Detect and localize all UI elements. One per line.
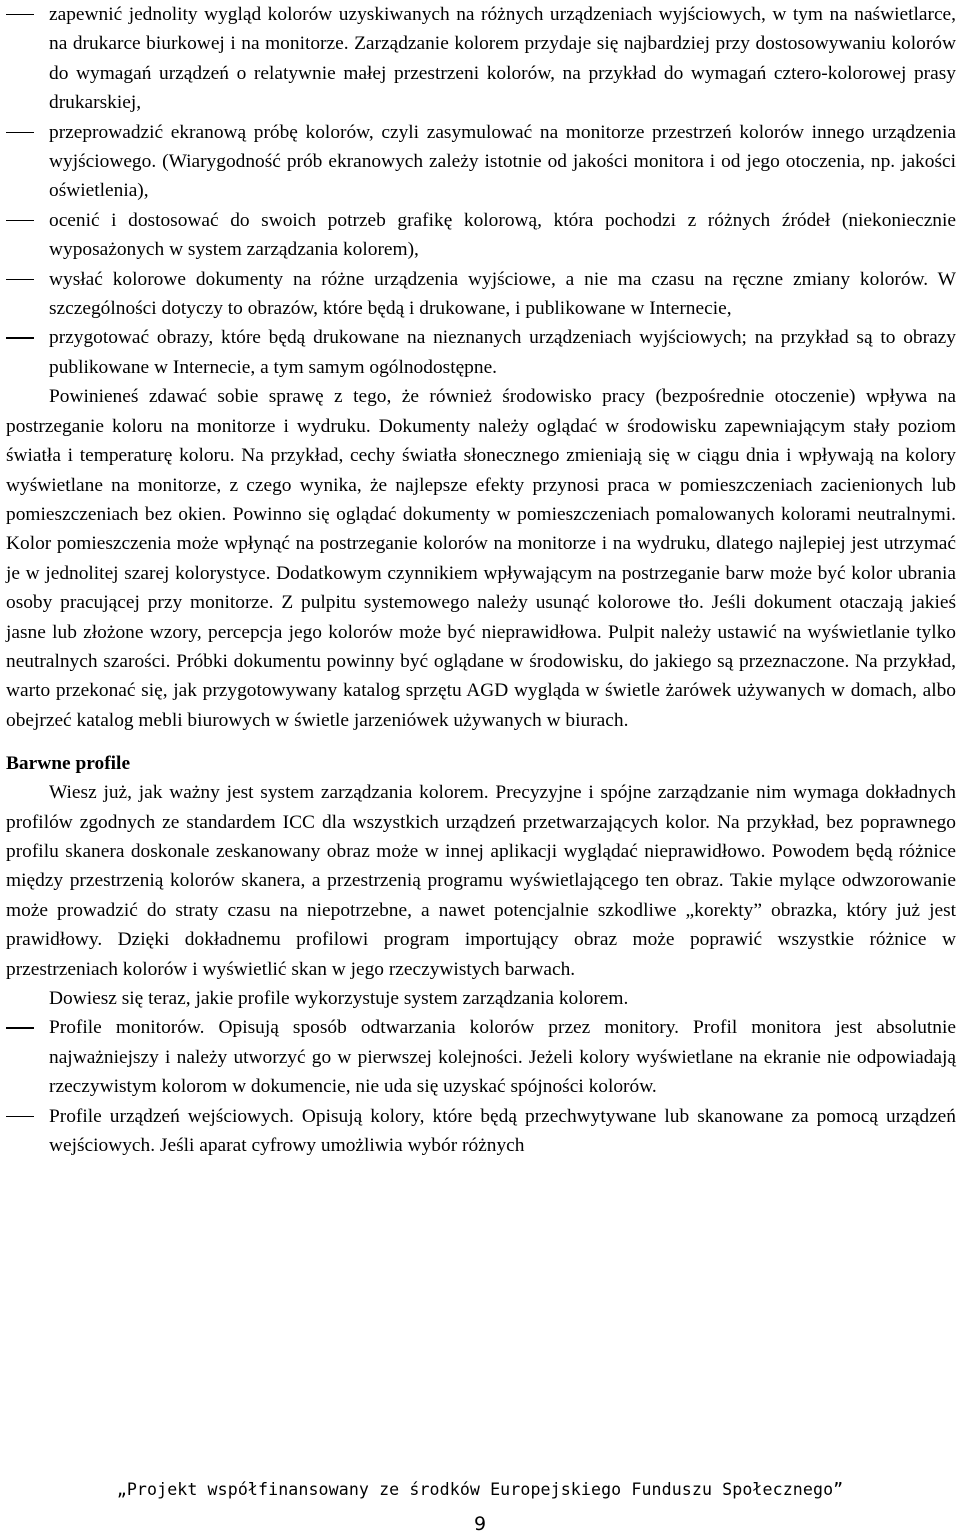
dash-bullet-icon [6, 14, 34, 15]
list-item [6, 323, 956, 382]
dash-bullet-icon [6, 132, 34, 133]
dash-bullet-icon [6, 220, 34, 221]
list-item [6, 1013, 956, 1101]
document-page [6, 0, 956, 1160]
list-item [6, 118, 956, 206]
list-item [6, 0, 956, 118]
dash-bullet-icon [6, 279, 34, 280]
list-item-text: Profile monitorów. Opisują sposób odtwarzania kolorów przez monitory. Profil monitora jest absolutnie najważniejszy i należy utworzyć go w pierwszej kolejności. Jeżeli kolory wyświetlane na ekranie nie odpowiadają rzeczywistym kolorom w dokumencie, nie uda się uzyskać spójności kolorów. [49, 1017, 956, 1098]
paragraph-work-environment: Powinieneś zdawać sobie sprawę z tego, że również środowisko pracy (bezpośrednie otoczenie) wpływa na postrzeganie koloru na monitorze i wydruku. Dokumenty należy oglądać w środowisku zapewniającym stały poziom światła i temperaturę koloru. Na przykład, cechy światła słonecznego zmieniają się w ciągu dnia i wpływają na kolory wyświetlane na monitorze, z czego wynika, że najlepsze efekty przynosi praca w pomieszczeniach zacienionych lub pomieszczeniach bez okien. Powinno się oglądać dokumenty w pomieszczeniach pomalowanych kolorami neutralnymi. Kolor pomieszczenia może wpłynąć na postrzeganie kolorów na monitorze i na wydruku, dlatego najlepiej jest utrzymać je w jednolitej szarej kolorystyce. Dodatkowym czynnikiem wpływającym na postrzeganie barw może być kolor ubrania osoby pracującej przy monitorze. Z pulpitu systemowego należy usunąć kolorowe tło. Jeśli dokument otaczają jakieś jasne lub złożone wzory, percepcja jego kolorów może być nieprawidłowa. Pulpit należy ustawić na wyświetlanie tylko neutralnych szarości. Próbki dokumentu powinny być oglądane w środowisku, do jakiego są przeznaczone. Na przykład, warto przekonać się, jak przygotowywany katalog sprzętu AGD wygląda w świetle żarówek używanych w domach, albo obejrzeć katalog mebli biurowych w świetle jarzeniówek używanych w biurach. [6, 386, 956, 731]
dash-bullet-icon [6, 337, 34, 338]
list-item [6, 265, 956, 324]
list-item [6, 206, 956, 265]
dash-bullet-icon [6, 1116, 34, 1117]
bullet-list-bottom [6, 1013, 956, 1160]
list-item-text: przeprowadzić ekranową próbę kolorów, czyli zasymulować na monitorze przestrzeń kolorów innego urządzenia wyjściowego. (Wiarygodność prób ekranowych zależy istotnie od jakości monitora i od jego otoczenia, np. jakości oświetlenia), [49, 121, 956, 202]
bullet-list-top [6, 0, 956, 382]
list-item-text: ocenić i dostosować do swoich potrzeb grafikę kolorową, która pochodzi z różnych źródeł (niekoniecznie wyposażonych w system zarządzania kolorem), [49, 209, 956, 261]
list-item-text: przygotować obrazy, które będą drukowane na nieznanych urządzeniach wyjściowych; na przykład są to obrazy publikowane w Internecie, a tym samym ogólnodostępne. [49, 327, 956, 378]
list-item-text: wysłać kolorowe dokumenty na różne urządzenia wyjściowe, a nie ma czasu na ręczne zmiany kolorów. W szczególności dotyczy to obrazów, które będą i drukowane, i publikowane w Internecie, [49, 268, 956, 320]
section-heading: Barwne profile [6, 753, 131, 775]
paragraph-color-profiles: Wiesz już, jak ważny jest system zarządzania kolorem. Precyzyjne i spójne zarządzanie nim wymaga dokładnych profilów zgodnych ze standardem ICC dla wszystkich urządzeń przetwarzających kolor. Na przykład, bez poprawnego profilu skanera doskonale zeskanowany obraz może w innej aplikacji wyglądać nieprawidłowo. Powodem będą różnice między przestrzenią kolorów skanera, a przestrzenią programu wyświetlającego ten obraz. Takie mylące odwzorowanie może prowadzić do straty czasu na niepotrzebne, a nawet potencjalnie szkodliwe „korekty” obrazka, który już jest prawidłowy. Dzięki dokładnemu profilowi program importujący obraz może poprawić wszystkie różnice w przestrzeniach kolorów i wyświetlić skan w jego rzeczywistych barwach. [6, 782, 956, 980]
list-item [6, 1102, 956, 1161]
page-number: 9 [473, 1513, 487, 1535]
list-item-text: zapewnić jednolity wygląd kolorów uzyskiwanych na różnych urządzeniach wyjściowych, w tym na naświetlarce, na drukarce biurkowej i na monitorze. Zarządzanie kolorem przydaje się najbardziej przy dostosowywaniu kolorów do wymagań urządzeń o relatywnie małej przestrzeni kolorów, na przykład do wymagań cztero-kolorowej prasy drukarskiej, [49, 4, 956, 114]
dash-bullet-icon [6, 1027, 34, 1028]
list-item-text: Profile urządzeń wejściowych. Opisują kolory, które będą przechwytywane lub skanowane za pomocą urządzeń wejściowych. Jeśli aparat cyfrowy umożliwia wybór różnych [49, 1105, 956, 1157]
footer-funding-note: „Projekt współfinansowany ze środków Europejskiego Funduszu Społecznego” [116, 1480, 844, 1499]
paragraph-list-intro: Dowiesz się teraz, jakie profile wykorzystuje system zarządzania kolorem. [49, 988, 629, 1009]
